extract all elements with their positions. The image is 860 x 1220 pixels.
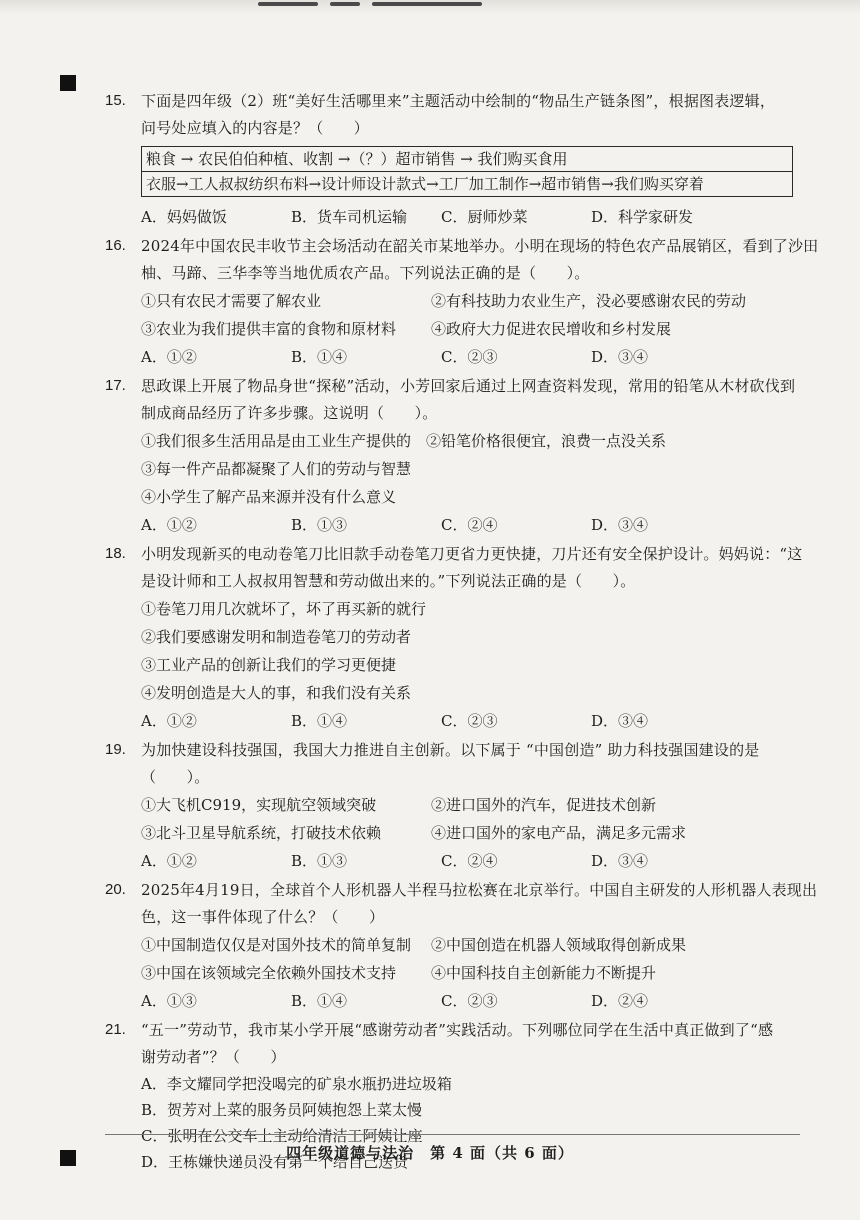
scan-edge xyxy=(0,0,860,14)
scan-mark xyxy=(258,2,318,6)
statement-4: ④政府大力促进农民增收和乡村发展 xyxy=(431,320,672,338)
option-c: C．张明在公交车上主动给清洁工阿姨让座 xyxy=(141,1127,423,1145)
question-15 xyxy=(105,88,800,231)
question-stem-line: 下面是四年级（2）班“美好生活哪里来”主题活动中绘制的“物品生产链条图”，根据图表逻辑， xyxy=(141,92,776,110)
answer-options xyxy=(141,987,800,1015)
question-stem-line: 是设计师和工人叔叔用智慧和劳动做出来的。”下列说法正确的是（ ）。 xyxy=(141,572,636,590)
question-18 xyxy=(105,541,803,735)
question-number: 15. xyxy=(105,92,126,109)
answer-options xyxy=(141,343,800,371)
statement-line: ③工业产品的创新让我们的学习更便捷 xyxy=(141,656,397,674)
option-d: D．③④ xyxy=(591,348,649,366)
question-stem-line: 小明发现新买的电动卷笔刀比旧款手动卷笔刀更省力更快捷，刀片还有安全保护设计。妈妈说：“这 xyxy=(141,545,803,563)
scan-mark xyxy=(330,2,360,6)
option-b: B．贺芳对上菜的服务员阿姨抱怨上菜太慢 xyxy=(141,1101,423,1119)
option-b: B．①④ xyxy=(291,348,348,366)
question-16 xyxy=(105,233,819,371)
question-number: 16. xyxy=(105,237,126,254)
production-chain-table xyxy=(141,146,793,197)
option-a: A．①② xyxy=(141,348,197,366)
scan-mark xyxy=(372,2,482,6)
question-number: 19. xyxy=(105,741,126,758)
question-stem-line: 为加快建设科技强国，我国大力推进自主创新。以下属于 “中国创造” 助力科技强国建设的是 xyxy=(141,741,760,759)
statement-line: ④小学生了解产品来源并没有什么意义 xyxy=(141,488,397,506)
option-a: A．①② xyxy=(141,852,197,870)
question-stem-line: 问号处应填入的内容是？（ ） xyxy=(141,119,370,137)
question-17 xyxy=(105,373,800,539)
statement-4: ④中国科技自主创新能力不断提升 xyxy=(431,964,657,982)
statement-row xyxy=(141,287,800,315)
option-d: D．③④ xyxy=(591,712,649,730)
statement-3: ③中国在该领域完全依赖外国技术支持 xyxy=(141,964,397,982)
option-b: B．①④ xyxy=(291,712,348,730)
question-20 xyxy=(105,877,818,1015)
question-number: 21. xyxy=(105,1021,126,1038)
statement-row xyxy=(141,931,800,959)
option-b: B．①④ xyxy=(291,992,348,1010)
option-a: A．①③ xyxy=(141,992,197,1010)
statement-2: ②中国创造在机器人领域取得创新成果 xyxy=(431,936,687,954)
option-b: B．①③ xyxy=(291,516,348,534)
option-c: C．②③ xyxy=(441,348,498,366)
answer-options xyxy=(141,847,800,875)
option-d: D．③④ xyxy=(591,852,649,870)
option-a: A．妈妈做饭 xyxy=(141,208,227,226)
option-c: C．厨师炒菜 xyxy=(441,208,528,226)
statement-row xyxy=(141,315,800,343)
option-a: A．①② xyxy=(141,516,197,534)
question-19 xyxy=(105,737,800,875)
question-stem-line: （ ）。 xyxy=(141,768,210,786)
question-number: 17. xyxy=(105,377,126,394)
answer-options xyxy=(141,511,800,539)
statement-line: ①卷笔刀用几次就坏了，坏了再买新的就行 xyxy=(141,600,427,618)
statement-2: ②进口国外的汽车，促进技术创新 xyxy=(431,796,657,814)
option-d: D．②④ xyxy=(591,992,649,1010)
statement-row xyxy=(141,791,800,819)
option-c: C．②③ xyxy=(441,992,498,1010)
statement-1: ①中国制造仅仅是对国外技术的简单复制 xyxy=(141,936,412,954)
statement-2: ②有科技助力农业生产，没必要感谢农民的劳动 xyxy=(431,292,747,310)
question-number: 18. xyxy=(105,545,126,562)
statement-line: ④发明创造是大人的事，和我们没有关系 xyxy=(141,684,412,702)
option-c: C．②③ xyxy=(441,712,498,730)
answer-options xyxy=(141,203,800,231)
option-c: C．②④ xyxy=(441,852,498,870)
statement-line: ①我们很多生活用品是由工业生产提供的 ②铅笔价格很便宜，浪费一点没关系 xyxy=(141,432,667,450)
question-stem-line: 2025年4月19日，全球首个人形机器人半程马拉松赛在北京举行。中国自主研发的人形机器人表现出 xyxy=(141,881,818,899)
statement-1: ①只有农民才需要了解农业 xyxy=(141,292,322,310)
option-d: D．③④ xyxy=(591,516,649,534)
chain-row-clothes: 衣服→工人叔叔纺织布料→设计师设计款式→工厂加工制作→超市销售→我们购买穿着 xyxy=(142,171,792,196)
page-footer: 四年级道德与法治 第 4 面（共 6 面） xyxy=(286,1144,574,1162)
option-a: A．①② xyxy=(141,712,197,730)
question-stem-line: 谢劳动者”？（ ） xyxy=(141,1048,286,1066)
option-b: B．货车司机运输 xyxy=(291,208,408,226)
question-stem-line: 色，这一事件体现了什么？（ ） xyxy=(141,908,385,926)
exam-page xyxy=(105,88,819,1177)
question-stem-line: 制成商品经历了许多步骤。这说明（ ）。 xyxy=(141,404,438,422)
option-a: A．李文耀同学把没喝完的矿泉水瓶扔进垃圾箱 xyxy=(141,1075,452,1093)
statement-1: ①大飞机C919，实现航空领域突破 xyxy=(141,796,377,814)
chain-row-food: 粮食 → 农民伯伯种植、收割 →（？）超市销售 → 我们购买食用 xyxy=(146,150,568,168)
statement-line: ③每一件产品都凝聚了人们的劳动与智慧 xyxy=(141,460,412,478)
statement-3: ③农业为我们提供丰富的食物和原材料 xyxy=(141,320,397,338)
option-d: D．王栋嫌快递员没有第一个给自己送货 xyxy=(141,1153,409,1171)
footer-divider xyxy=(105,1134,800,1135)
answer-options xyxy=(141,707,800,735)
registration-mark-top xyxy=(60,75,76,91)
option-b: B．①③ xyxy=(291,852,348,870)
statement-row xyxy=(141,819,800,847)
option-d: D．科学家研发 xyxy=(591,208,694,226)
question-number: 20. xyxy=(105,881,126,898)
question-stem-line: “五一”劳动节，我市某小学开展“感谢劳动者”实践活动。下列哪位同学在生活中真正做到了“感 xyxy=(141,1021,774,1039)
statement-row xyxy=(141,959,800,987)
question-stem-line: 思政课上开展了物品身世“探秘”活动，小芳回家后通过上网查资料发现，常用的铅笔从木材砍伐到 xyxy=(141,377,796,395)
option-c: C．②④ xyxy=(441,516,498,534)
statement-4: ④进口国外的家电产品，满足多元需求 xyxy=(431,824,687,842)
statement-3: ③北斗卫星导航系统，打破技术依赖 xyxy=(141,824,382,842)
question-stem-line: 2024年中国农民丰收节主会场活动在韶关市某地举办。小明在现场的特色农产品展销区，看到了沙田 xyxy=(141,237,819,255)
question-stem-line: 柚、马蹄、三华李等当地优质农产品。下列说法正确的是（ ）。 xyxy=(141,264,590,282)
statement-line: ②我们要感谢发明和制造卷笔刀的劳动者 xyxy=(141,628,412,646)
